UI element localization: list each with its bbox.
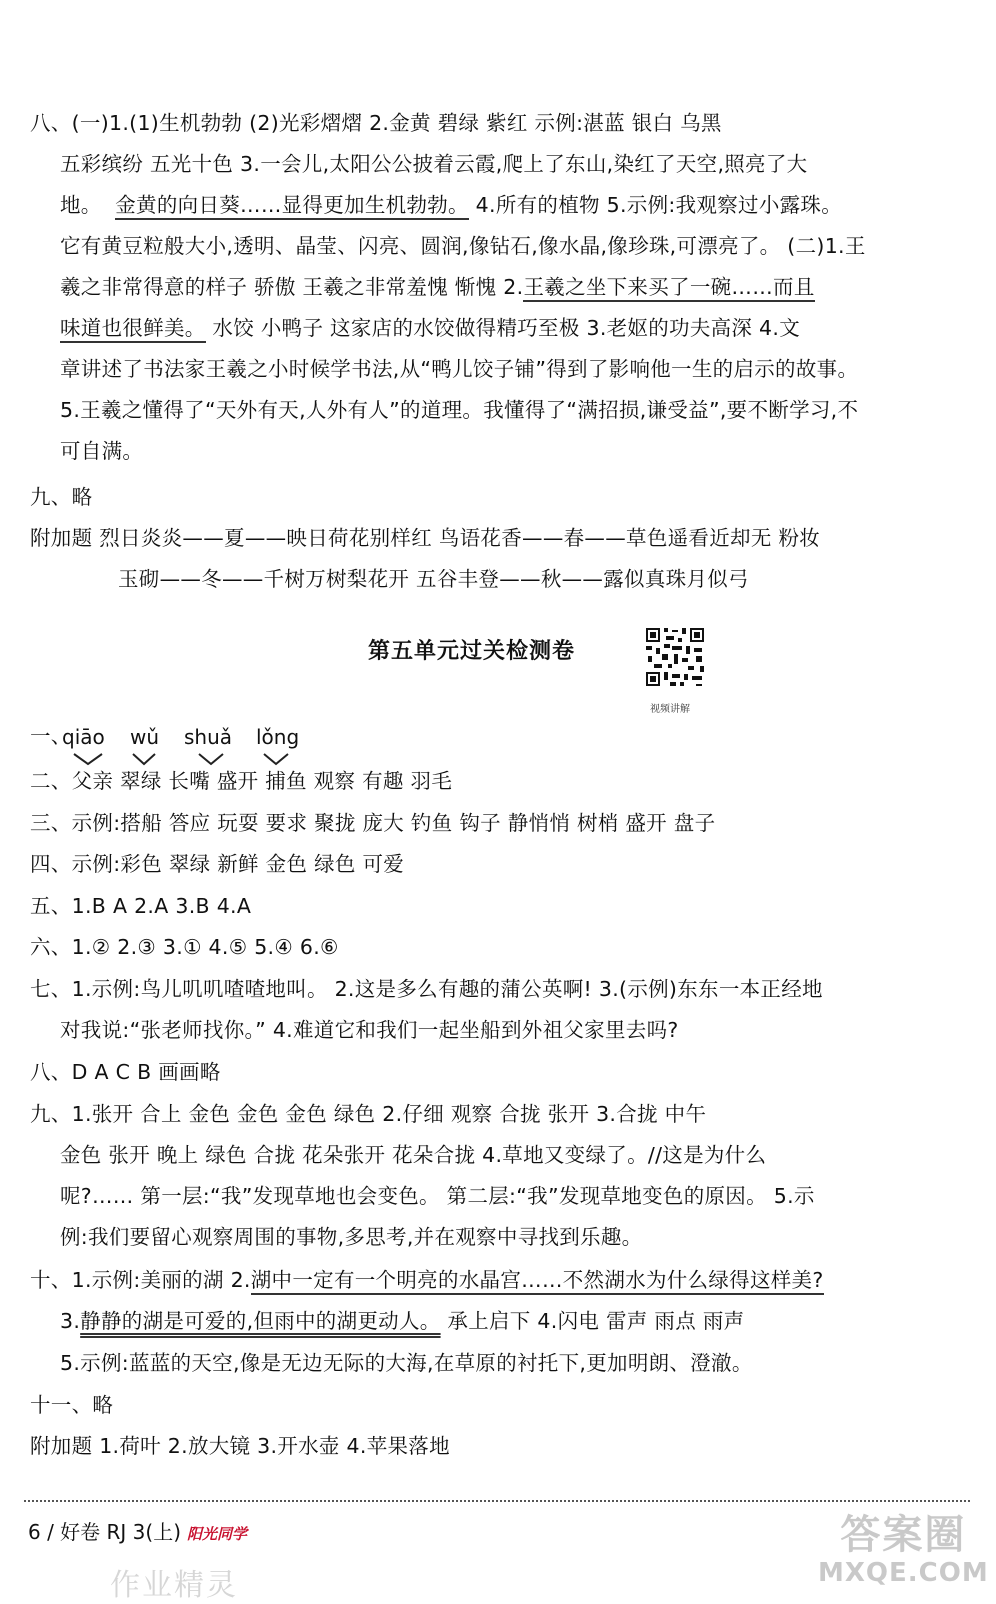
s8-l5-start: 羲之非常得意的样子 骄傲 王羲之非常羞愧 惭愧 2. <box>60 275 524 299</box>
q10-line-2 <box>60 1300 974 1342</box>
q1-label: 一、 <box>30 724 72 748</box>
s8-line-3 <box>60 184 974 226</box>
q10-l2-end: 承上启下 4.闪电 雷声 雨点 雨声 <box>440 1309 745 1333</box>
q10-l2-underlined: 静静的湖是可爱的,但雨中的湖更动人。 <box>80 1309 441 1333</box>
brand-logo: 阳光同学 <box>187 1525 248 1543</box>
qr-code-icon[interactable] <box>644 626 706 688</box>
s8-line-7: 章讲述了书法家王羲之小时候学书法,从“鸭儿饺子铺”得到了影响他一生的启示的故事。 <box>60 357 859 381</box>
s8-line-4: 它有黄豆粒般大小,透明、晶莹、闪亮、圆润,像钻石,像水晶,像珍珠,可漂亮了。 (二)1.王 <box>60 234 866 258</box>
extra2-line: 附加题 1.荷叶 2.放大镜 3.开水壶 4.苹果落地 <box>30 1434 450 1458</box>
footer-divider <box>24 1500 970 1502</box>
q6-line: 六、1.② 2.③ 3.① 4.⑤ 5.④ 6.⑥ <box>30 935 339 959</box>
qr-caption: 视频讲解 <box>650 704 690 715</box>
watermark-logo-text: 答案圈 <box>840 1512 967 1558</box>
watermark-domain: MXQE.COM <box>818 1558 989 1588</box>
extra1-line-2: 玉砌——冬——千树万树梨花开 五谷丰登——秋——露似真珠月似弓 <box>118 567 749 591</box>
q3-line: 三、示例:搭船 答应 玩耍 要求 聚拢 庞大 钓鱼 钩子 静悄悄 树梢 盛开 盘子 <box>30 811 716 835</box>
q8-line: 八、D A C B 画画略 <box>30 1060 221 1084</box>
s8-l6-underlined: 味道也很鲜美。 <box>60 316 206 343</box>
q10-line-3: 5.示例:蓝蓝的天空,像是无边无际的大海,在草原的衬托下,更加明朗、澄澈。 <box>60 1351 753 1375</box>
s8-line-5 <box>60 266 974 308</box>
watermark-bottom-right <box>818 1512 989 1588</box>
q9-line-4: 例:我们要留心观察周围的事物,多思考,并在观察中寻找到乐趣。 <box>60 1225 643 1249</box>
s8-line-6 <box>60 307 974 349</box>
s8-line-9: 可自满。 <box>60 439 144 463</box>
s8-l3-underlined: 金黄的向日葵……显得更加生机勃勃。 <box>115 193 469 220</box>
q9-line-1: 九、1.张开 合上 金色 金色 金色 绿色 2.仔细 观察 合拢 张开 3.合拢 中午 <box>30 1102 707 1126</box>
q10-l1-start: 十、1.示例:美丽的湖 2. <box>30 1268 251 1292</box>
s8-line-2: 五彩缤纷 五光十色 3.一会儿,太阳公公披着云霞,爬上了东山,染红了天空,照亮了大 <box>60 152 808 176</box>
q7-line-1: 七、1.示例:鸟儿叽叽喳喳地叫。 2.这是多么有趣的蒲公英啊! 3.(示例)东东一本正经地 <box>30 977 823 1001</box>
q11-line: 十一、略 <box>30 1393 114 1417</box>
s8-l5-underlined: 王羲之坐下来买了一碗……而且 <box>523 275 814 302</box>
s8-l3-end: 4.所有的植物 5.示例:我观察过小露珠。 <box>468 193 843 217</box>
q5-line: 五、1.B A 2.A 3.B 4.A <box>30 894 252 918</box>
q10-l2-start: 3. <box>60 1309 81 1333</box>
unit-title: 第五单元过关检测卷 <box>368 639 576 664</box>
q1-pinyin-2: wǔ <box>130 725 160 749</box>
q10-line-1 <box>30 1259 974 1301</box>
q1-pinyin-4: lǒng <box>256 725 300 749</box>
q1-pinyin-1: qiāo <box>62 725 105 749</box>
q7-line-2: 对我说:“张老师找你。” 4.难道它和我们一起坐船到外祖父家里去吗? <box>60 1018 679 1042</box>
s8-line-8: 5.王羲之懂得了“天外有天,人外有人”的道理。我懂得了“满招损,谦受益”,要不断学习,不 <box>60 398 859 422</box>
s8-line-1: 八、(一)1.(1)生机勃勃 (2)光彩熠熠 2.金黄 碧绿 紫红 示例:湛蓝 银白 乌黑 <box>30 111 722 135</box>
watermark-bottom-left: 作业精灵 <box>110 1568 238 1603</box>
q9-line-3: 呢?…… 第一层:“我”发现草地也会变色。 第二层:“我”发现草地变色的原因。 5.示 <box>60 1184 815 1208</box>
q9-line-2: 金色 张开 晚上 绿色 合拢 花朵张开 花朵合拢 4.草地又变绿了。//这是为什么 <box>60 1143 767 1167</box>
footer-page-label: 6 / 好卷 RJ 3(上) <box>28 1520 182 1544</box>
s9-line: 九、略 <box>30 485 93 509</box>
q10-l1-underlined: 湖中一定有一个明亮的水晶宫……不然湖水为什么绿得这样美? <box>251 1268 824 1295</box>
extra1-line-1: 附加题 烈日炎炎——夏——映日荷花别样红 鸟语花香——春——草色遥看近却无 粉妆 <box>30 526 821 550</box>
q2-line: 二、父亲 翠绿 长嘴 盛开 捕鱼 观察 有趣 羽毛 <box>30 769 453 793</box>
q1-pinyin-3: shuǎ <box>184 725 233 749</box>
s8-l6-end: 水饺 小鸭子 这家店的水饺做得精巧至极 3.老妪的功夫高深 4.文 <box>205 316 801 340</box>
s8-l3-start: 地。 <box>60 193 102 217</box>
q4-line: 四、示例:彩色 翠绿 新鲜 金色 绿色 可爱 <box>30 852 405 876</box>
footer <box>28 1510 247 1556</box>
